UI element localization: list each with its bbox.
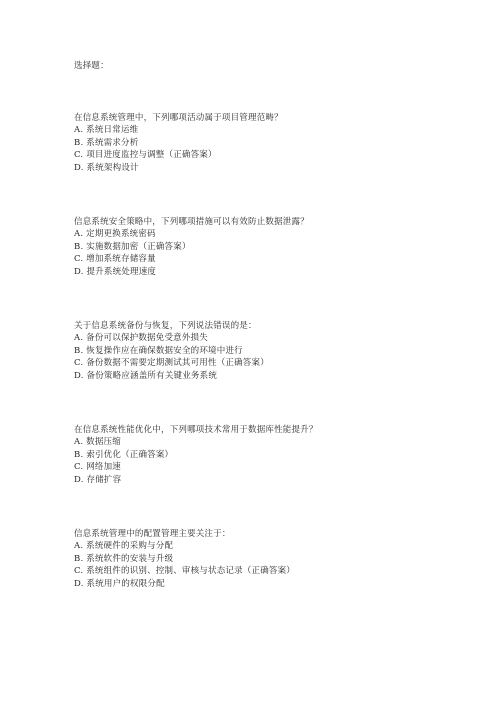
option-c: C. 增加系统存储容量 [74,254,156,265]
question-4 [74,424,474,486]
option-a: A. 定期更换系统密码 [74,229,156,239]
question-text: 关于信息系统备份与恢复，下列说法错误的是： [74,321,257,331]
option-d: D. 系统用户的权限分配 [74,578,165,589]
option-d: D. 提升系统处理速度 [74,266,157,277]
question-5 [74,528,474,590]
option-b: B. 索引优化（正确答案） [74,449,174,460]
option-c: C. 系统组件的识别、控制、审核与状态记录（正确答案） [74,566,296,577]
option-d: D. 存储扩容 [74,474,122,485]
option-d: D. 备份策略应涵盖所有关键业务系统 [74,370,218,381]
option-a: A. 备份可以保护数据免受意外损失 [74,333,208,343]
option-c: C. 备份数据不需要定期测试其可用性（正确答案） [74,358,269,369]
option-d: D. 系统架构设计 [74,162,139,173]
question-text: 在信息系统性能优化中，下列哪项技术常用于数据库性能提升？ [74,425,318,435]
option-a: A. 系统日常运维 [74,125,139,135]
option-b: B. 实施数据加密（正确答案） [74,241,191,252]
question-text: 信息系统管理中的配置管理主要关注于： [74,529,231,539]
option-a: A. 系统硬件的采购与分配 [74,541,174,551]
section-heading: 选择题： [74,61,109,71]
question-text: 在信息系统管理中，下列哪项活动属于项目管理范畴？ [74,113,283,123]
question-3 [74,320,474,382]
question-2 [74,216,474,278]
option-b: B. 系统需求分析 [74,137,139,148]
question-text: 信息系统安全策略中，下列哪项措施可以有效防止数据泄露？ [74,217,309,227]
option-a: A. 数据压缩 [74,437,121,447]
option-b: B. 系统软件的安装与升级 [74,553,174,564]
option-c: C. 项目进度监控与调整（正确答案） [74,150,217,161]
option-b: B. 恢复操作应在确保数据安全的环境中进行 [74,345,243,356]
option-c: C. 网络加速 [74,462,122,473]
question-1 [74,112,474,174]
